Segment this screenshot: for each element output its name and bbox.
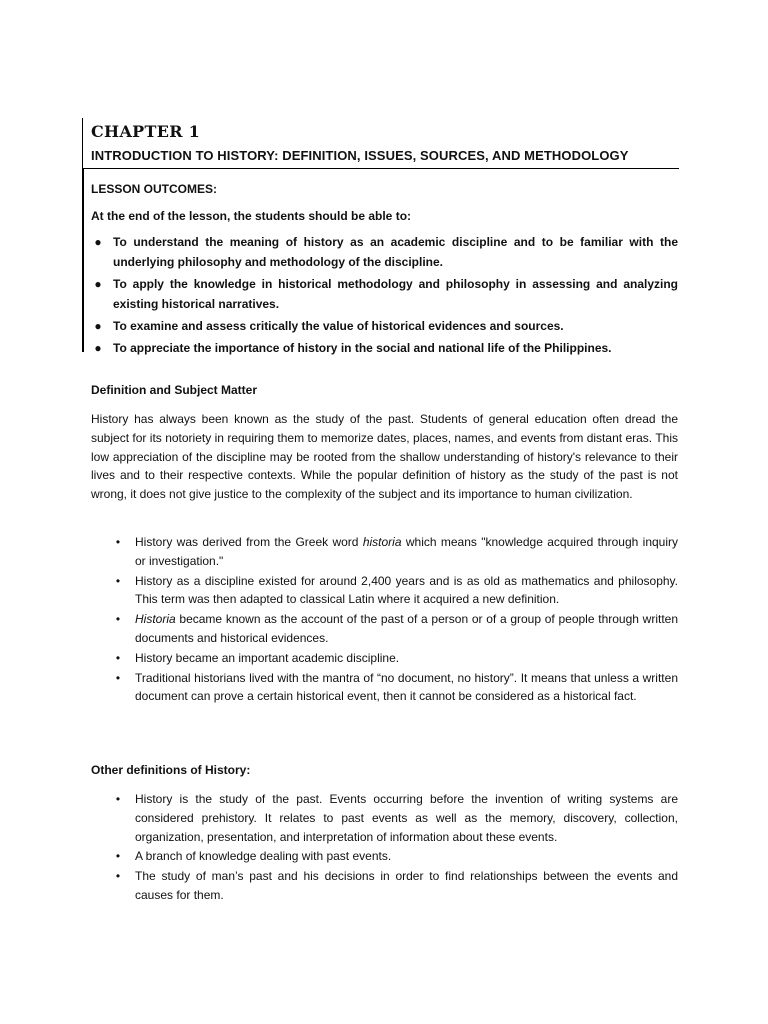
outcome-item: [91, 316, 678, 336]
outcomes-list: [91, 232, 678, 360]
bullet-icon: •: [115, 849, 121, 864]
bullet-icon: •: [115, 869, 121, 884]
chapter-title: CHAPTER 1: [91, 122, 201, 141]
bullet-icon: ●: [94, 319, 102, 333]
outcome-item: [91, 274, 678, 314]
chapter-subtitle: INTRODUCTION TO HISTORY: DEFINITION, ISSUES, SOURCES, AND METHODOLOGY: [91, 148, 629, 163]
other-definition-text: History is the study of the past. Events occurring before the invention of writing systems are considered prehistory. It relates to past events as well as the memory, discovery, collection, organization, presentation, and interpretation of information about these events.: [135, 792, 678, 844]
other-definition-text: The study of man’s past and his decisions in order to find relationships between the events and causes for them.: [135, 869, 678, 902]
fact-text-after: became known as the account of the past of a person or of a group of people through written documents and historical evidences.: [135, 612, 678, 645]
history-facts-list: [113, 533, 678, 707]
history-fact-item: [113, 572, 678, 610]
fact-text-after: which means "knowledge acquired through inquiry or investigation.": [135, 535, 678, 568]
fact-text-before: History was derived from the Greek word: [135, 535, 363, 549]
bullet-icon: •: [115, 535, 121, 549]
other-definition-text: A branch of knowledge dealing with past events.: [135, 849, 392, 864]
fact-text-emphasis: Historia: [135, 612, 176, 627]
history-fact-item: [113, 669, 678, 707]
other-definitions-list: [113, 790, 678, 906]
fact-text-before: History became an important academic discipline.: [135, 650, 400, 665]
outcomes-left-rule: [82, 168, 84, 352]
bullet-icon: ●: [94, 277, 102, 291]
other-definitions-heading: Other definitions of History:: [91, 763, 251, 777]
bullet-icon: ●: [94, 235, 102, 249]
outcome-text: To apply the knowledge in historical methodology and philosophy in assessing and analyzing existing historical narratives.: [113, 277, 678, 311]
other-definition-item: [113, 867, 678, 905]
outcome-text: To understand the meaning of history as an academic discipline and to be familiar with the underlying philosophy and methodology of the discipline.: [113, 235, 678, 269]
definition-paragraph: History has always been known as the study of the past. Students of general education often dread the subject for its notoriety in requiring them to memorize dates, places, names, and events from distant eras. This low appreciation of the discipline may be rooted from the shallow understanding of history's relevance to their lives and to their respective contexts. While the popular definition of history as the study of the past is not wrong, it does not give justice to the complexity of the subject and its importance to human civilization.: [91, 412, 678, 502]
other-definition-item: [113, 790, 678, 846]
history-fact-item: [113, 533, 678, 571]
outcome-text: To examine and assess critically the value of historical evidences and sources.: [113, 319, 564, 333]
other-definition-item: [113, 847, 678, 866]
definition-heading: Definition and Subject Matter: [91, 383, 258, 397]
history-fact-item: [113, 610, 678, 648]
outcomes-intro: At the end of the lesson, the students should be able to:: [91, 209, 412, 223]
bullet-icon: •: [115, 670, 121, 685]
outcome-item: [91, 338, 678, 358]
outcome-item: [91, 232, 678, 272]
fact-text-before: History as a discipline existed for around 2,400 years and is as old as mathematics and philosophy. This term was then adapted to classical Latin where it acquired a new definition.: [135, 573, 678, 607]
history-fact-item: [113, 649, 678, 668]
bullet-icon: •: [115, 792, 121, 806]
fact-text-before: Traditional historians lived with the mantra of “no document, no history”. It means that unless a written document can prove a certain historical event, then it cannot be considered as a historical fact.: [135, 670, 678, 704]
outcomes-heading: LESSON OUTCOMES:: [91, 182, 218, 196]
bullet-icon: •: [115, 573, 121, 588]
bullet-icon: ●: [94, 341, 102, 355]
bullet-icon: •: [115, 650, 121, 665]
fact-text-emphasis: historia: [362, 535, 402, 549]
outcome-text: To appreciate the importance of history in the social and national life of the Philippines.: [113, 341, 612, 355]
bullet-icon: •: [115, 612, 121, 627]
